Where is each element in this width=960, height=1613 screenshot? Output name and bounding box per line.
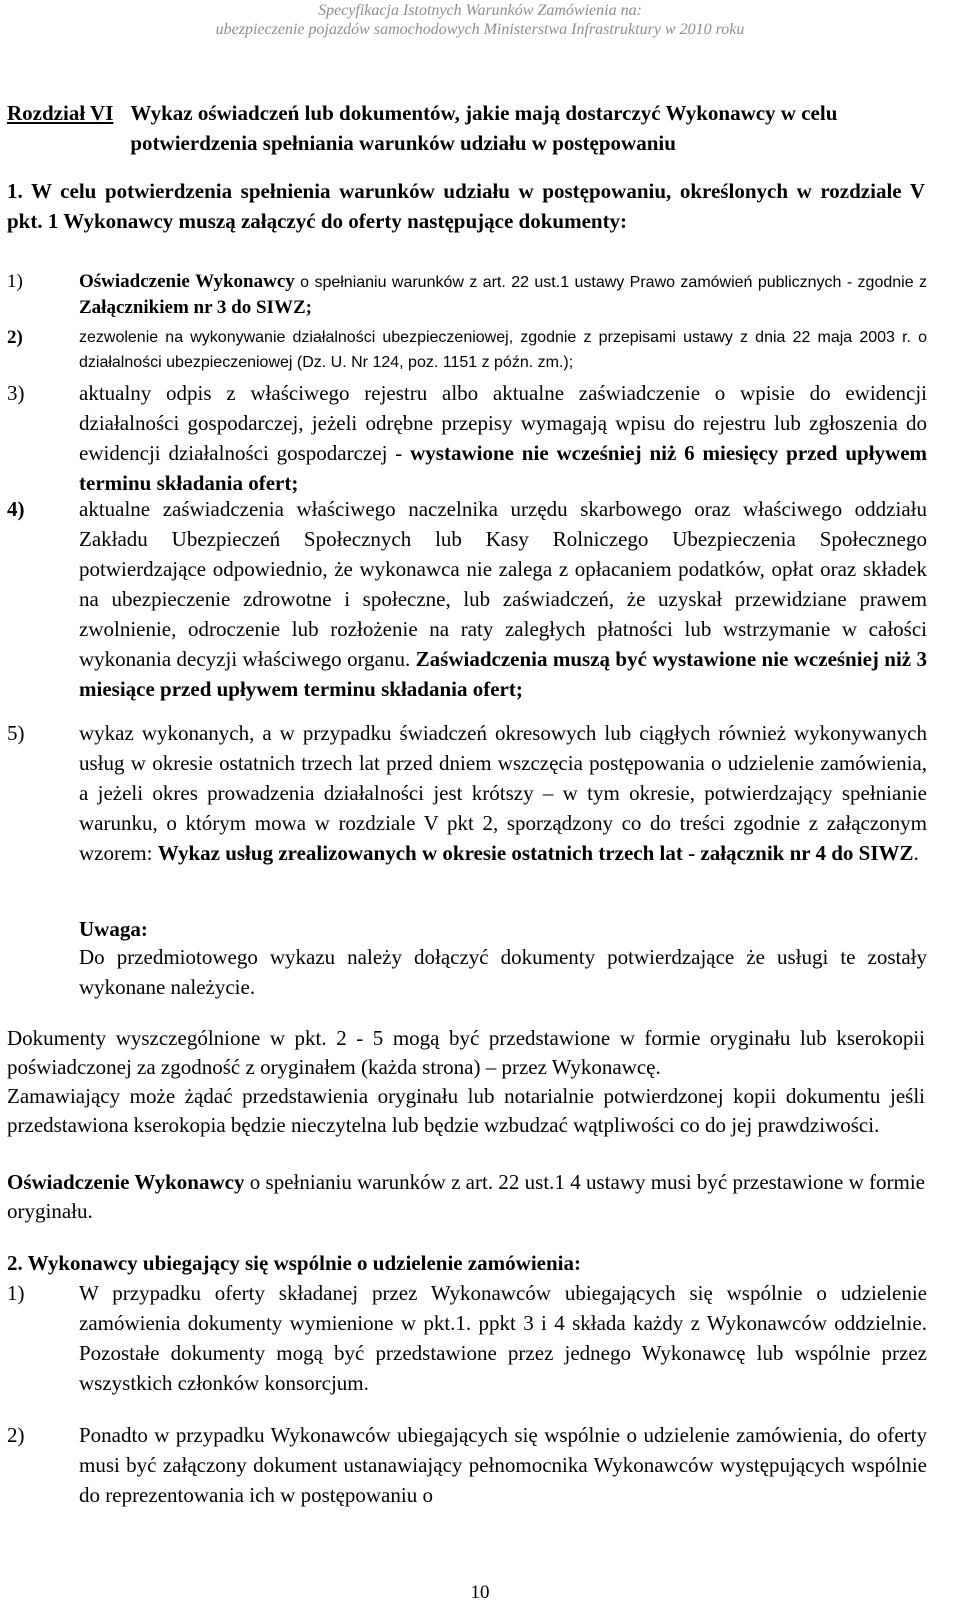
header-line-2: ubezpieczenie pojazdów samochodowych Ministerstwa Infrastruktury w 2010 roku [215, 21, 745, 38]
item-text: aktualne zaświadczenia właściwego naczelnika urzędu skarbowego oraz właściwego oddziału Zakładu Ubezpieczeń Społecznych lub Kasy Rolniczego Ubezpieczenia Społecznego potwierdzające odpowiednio, że wykonawca nie zalega z opłacaniem podatków, opłat oraz składek na ubezpieczenie zdrowotne i społeczne, lub zaświadczeń, że uzyskał przewidziane prawem zwolnienie, odroczenie lub rozłożenie na raty zaległych płatności lub wstrzymanie w całości wykonania decyzji właściwego organu. Zaświadczenia muszą być wystawione nie wcześniej niż 3 miesiące przed upływem terminu składania ofert; [79, 497, 927, 701]
paragraph-statement-original: Oświadczenie Wykonawcy o spełnianiu warunków z art. 22 ust.1 4 ustawy musi być przestawione w formie oryginału. [7, 1170, 925, 1223]
list-item-1-5 [7, 718, 927, 868]
item-number: 1) [7, 1281, 25, 1305]
item-number: 2) [7, 327, 23, 348]
note-text: Do przedmiotowego wykazu należy dołączyć dokumenty potwierdzające że usługi te zostały wykonane należycie. [79, 945, 927, 999]
list-item-2-2 [7, 1420, 927, 1510]
chapter-number: Rozdział VI [7, 101, 114, 125]
section-1-heading: 1. W celu potwierdzenia spełnienia warunków udziału w postępowaniu, określonych w rozdziale V pkt. 1 Wykonawcy muszą załączyć do oferty następujące dokumenty: [7, 179, 925, 233]
item-number: 3) [7, 381, 25, 405]
list-item-2-1 [7, 1278, 927, 1398]
list-item-1-1 [7, 270, 927, 321]
chapter-title: Wykaz oświadczeń lub dokumentów, jakie mają dostarczyć Wykonawcy w celu potwierdzenia spełniania warunków udziału w postępowaniu [130, 101, 838, 155]
item-number: 1) [7, 271, 23, 292]
page-number: 10 [470, 1582, 490, 1603]
item-text: zezwolenie na wykonywanie działalności ubezpieczeniowej, zgodnie z przepisami ustawy z dnia 22 maja 2003 r. o działalności ubezpieczeniowej (Dz. U. Nr 124, poz. 1151 z późn. zm.); [79, 329, 927, 371]
item-text: Oświadczenie Wykonawcy o spełnianiu warunków z art. 22 ust.1 ustawy Prawo zamówień publicznych - zgodnie z Załącznikiem nr 3 do SIWZ; [79, 271, 927, 318]
paragraph-original-request: Zamawiający może żądać przedstawienia oryginału lub notarialnie potwierdzonej kopii dokumentu jeśli przedstawiona kserokopia będzie nieczytelna lub będzie wzbudzać wątpliwości co do jej prawdziwości. [7, 1084, 925, 1137]
item-number: 2) [7, 1423, 25, 1447]
item-text: W przypadku oferty składanej przez Wykonawców ubiegających się wspólnie o udzielenie zamówienia dokumenty wymienione w pkt.1. ppkt 3 i 4 składa każdy z Wykonawców oddzielnie. Pozostałe dokumenty mogą być przedstawione przez jednego Wykonawcę lub wspólnie przez wszystkich członków konsorcjum. [79, 1281, 927, 1395]
item-text: Ponadto w przypadku Wykonawców ubiegających się wspólnie o udzielenie zamówienia, do oferty musi być załączony dokument ustanawiający pełnomocnika Wykonawców występujących wspólnie do reprezentowania ich w postępowaniu o [79, 1423, 927, 1507]
list-item-1-2 [7, 326, 927, 376]
item-text: aktualny odpis z właściwego rejestru albo aktualne zaświadczenie o wpisie do ewidencji działalności gospodarczej, jeżeli odrębne przepisy wymagają wpisu do rejestru lub zgłoszenia do ewidencji działalności gospodarczej - wystawione nie wcześniej niż 6 miesięcy przed upływem terminu składania ofert; [79, 381, 928, 495]
chapter-heading [7, 98, 957, 158]
note-label: Uwaga: [79, 917, 148, 941]
list-item-1-3 [7, 378, 927, 498]
header-line-1: Specyfikacja Istotnych Warunków Zamówienia na: [318, 2, 642, 19]
section-2-heading: 2. Wykonawcy ubiegający się wspólnie o udzielenie zamówienia: [7, 1251, 581, 1275]
item-text: wykaz wykonanych, a w przypadku świadczeń okresowych lub ciągłych również wykonywanych usług w okresie ostatnich trzech lat przed dniem wszczęcia postępowania o udzielenie zamówienia, a jeżeli okres prowadzenia działalności jest krótszy – w tym okresie, potwierdzający spełnianie warunku, o którym mowa w rozdziale V pkt 2, sporządzony co do treści zgodnie z załączonym wzorem: Wykaz usług zrealizowanych w okresie ostatnich trzech lat - załącznik nr 4 do SIWZ. [79, 721, 927, 865]
list-item-1-4 [7, 494, 927, 704]
item-number: 4) [7, 497, 25, 521]
item-number: 5) [7, 721, 25, 745]
paragraph-documents-form: Dokumenty wyszczególnione w pkt. 2 - 5 mogą być przedstawione w formie oryginału lub kserokopii poświadczonej za zgodność z oryginałem (każda strona) – przez Wykonawcę. [7, 1026, 925, 1079]
